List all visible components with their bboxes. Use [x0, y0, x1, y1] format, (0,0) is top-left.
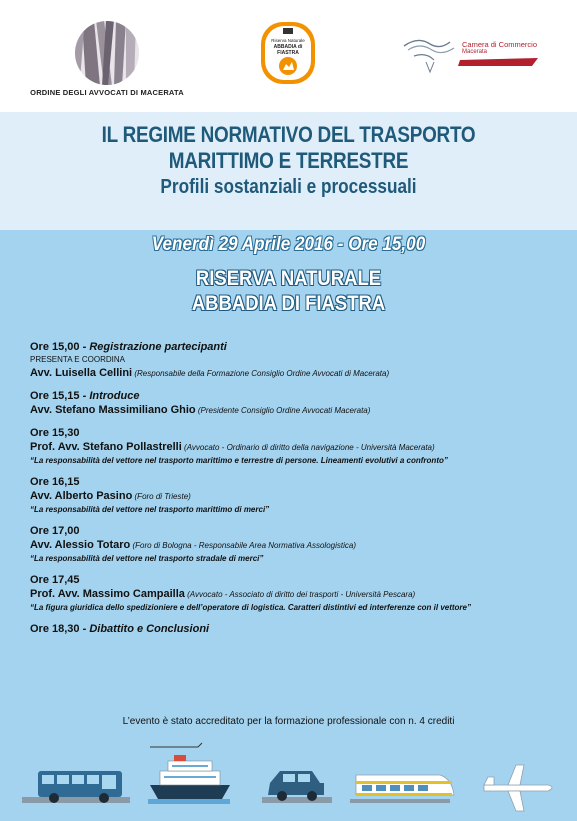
speaker — [30, 440, 570, 455]
schedule-item — [30, 389, 570, 418]
schedule-item — [30, 622, 570, 636]
time-label: Ore 18,30 — [30, 623, 80, 635]
chamber-city: Macerata — [462, 49, 488, 56]
time-label: Ore 15,15 — [30, 390, 80, 402]
talk-title: “La responsabilità del vettore nel trasporto stradale di merci” — [30, 554, 264, 563]
activity-label: - Registrazione partecipanti — [79, 341, 227, 353]
airplane-icon — [484, 765, 552, 811]
speaker-role: (Avvocato - Ordinario di diritto della navigazione - Università Macerata) — [181, 443, 435, 452]
chamber-title: Camera di Commercio — [462, 40, 538, 49]
venue-line-2: ABBADIA DI FIASTRA — [191, 292, 386, 315]
speaker — [30, 587, 570, 602]
talk-title: “La figura giuridica dello spedizioniere e dell’operatore di logistica. Caratteri distintivi ed interferenze con il vettore” — [30, 603, 471, 612]
speaker — [30, 403, 570, 418]
venue-line-1: RISERVA NATURALE — [195, 267, 382, 290]
speaker-role: (Presidente Consiglio Ordine Avvocati Macerata) — [195, 406, 371, 415]
activity-label: - Dibattito e Conclusioni — [79, 623, 210, 635]
speaker-name: Avv. Alberto Pasino — [30, 490, 133, 502]
event-date: Venerdì 29 Aprile 2016 - Ore 15,00 — [151, 234, 426, 255]
speaker-name: Prof. Avv. Stefano Pollastrelli — [30, 441, 182, 453]
schedule-time: Ore 17,45 — [30, 574, 80, 586]
svg-text:ABBADIA di: ABBADIA di — [273, 44, 303, 50]
header — [0, 0, 577, 112]
event-venue — [35, 266, 543, 316]
speaker-name: Prof. Avv. Massimo Campailla — [30, 588, 185, 600]
main-panel — [0, 230, 577, 821]
schedule-item — [30, 524, 570, 565]
speaker-role: (Avvocato - Associato di diritto dei trasporti - Università Pescara) — [184, 590, 416, 599]
title-band — [0, 112, 577, 230]
schedule-time — [30, 622, 570, 636]
speaker — [30, 489, 570, 504]
schedule-item — [30, 340, 570, 381]
deer-emblem-icon — [259, 20, 317, 86]
bar-association-emblem-icon — [74, 20, 140, 86]
bar-association-logo — [22, 20, 192, 97]
transport-vehicles-icon — [0, 735, 577, 821]
schedule-time: Ore 17,00 — [30, 525, 80, 537]
schedule-time — [30, 340, 570, 354]
moderator-label: PRESENTA E COORDINA — [30, 355, 125, 364]
schedule-item — [30, 475, 570, 516]
schedule-item — [30, 426, 570, 467]
svg-text:Riserva Naturale: Riserva Naturale — [271, 38, 305, 43]
speaker-name: Avv. Stefano Massimiliano Ghio — [30, 404, 196, 416]
speaker-name: Avv. Alessio Totaro — [30, 539, 131, 551]
chamber-of-commerce-logo — [400, 32, 540, 78]
event-title-line-2: MARITTIMO E TERRESTRE — [168, 148, 409, 173]
schedule-time — [30, 389, 570, 403]
event-subtitle: Profili sostanziali e processuali — [160, 176, 417, 198]
schedule-time: Ore 15,30 — [30, 427, 80, 439]
program-schedule — [30, 340, 570, 644]
speaker — [30, 538, 570, 553]
speaker-role: (Responsabile della Formazione Consiglio Ordine Avvocati di Macerata) — [132, 369, 390, 378]
bar-association-name: ORDINE DEGLI AVVOCATI DI MACERATA — [30, 88, 184, 97]
ship-icon — [148, 743, 230, 804]
credits-note: L’evento è stato accreditato per la formazione professionale con n. 4 crediti — [122, 716, 455, 727]
abbadia-fiastra-logo — [259, 20, 317, 86]
schedule-item — [30, 573, 570, 614]
event-title-line-1: IL REGIME NORMATIVO DEL TRASPORTO — [101, 122, 476, 147]
speaker-role: (Foro di Bologna - Responsabile Area Normativa Assologistica) — [130, 541, 356, 550]
car-icon — [262, 771, 332, 803]
transport-illustration — [0, 735, 577, 821]
time-label: Ore 15,00 — [30, 341, 80, 353]
bus-icon — [22, 771, 130, 803]
activity-label: - Introduce — [79, 390, 140, 402]
speaker-role: (Foro di Trieste) — [132, 492, 191, 501]
talk-title: “La responsabilità del vettore nel trasporto marittimo e terrestre di persone. Lineamenti evolutivi a confronto” — [30, 456, 448, 465]
train-icon — [350, 775, 454, 803]
chamber-name — [462, 40, 537, 57]
speaker — [30, 366, 570, 381]
schedule-time: Ore 16,15 — [30, 476, 80, 488]
speaker-name: Avv. Luisella Cellini — [30, 367, 133, 379]
svg-text:FIASTRA: FIASTRA — [277, 50, 299, 56]
talk-title: “La responsabilità del vettore nel trasporto marittimo di merci” — [30, 505, 270, 514]
